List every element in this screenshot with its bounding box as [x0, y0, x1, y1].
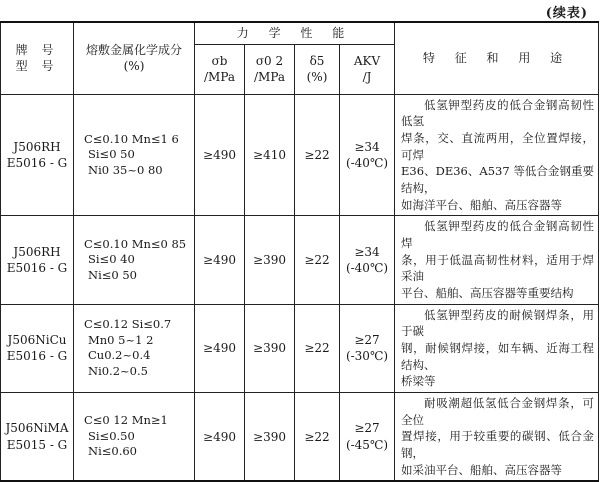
akv-cell: ≥27 (-30℃) — [340, 304, 395, 392]
welding-electrode-table — [0, 21, 599, 482]
grade-cell: J506RH E5016 - G — [1, 94, 74, 216]
use-cell: 低氢钾型药皮的耐候钢焊条，用于碳 钢，耐候钢焊接，如车辆、近海工程结构、 桥梁等 — [395, 304, 599, 392]
sigma-b-cell: ≥490 — [195, 392, 245, 481]
grade-cell: J506RH E5016 - G — [1, 216, 74, 304]
sigma-02-cell: ≥390 — [245, 392, 295, 481]
mechanical-properties-header: 力 学 性 能 — [195, 22, 395, 44]
table-row — [1, 216, 599, 304]
table-row — [1, 304, 599, 392]
sigma-02-cell: ≥410 — [245, 94, 295, 216]
delta5-cell: ≥22 — [295, 94, 340, 216]
akv-header: AKV /J — [340, 44, 395, 94]
delta5-header: δ5 (%) — [295, 44, 340, 94]
sigma-02-cell: ≥390 — [245, 304, 295, 392]
grade-cell: J506NiMA E5015 - G — [1, 392, 74, 481]
akv-cell: ≥27 (-45℃) — [340, 392, 395, 481]
delta5-cell: ≥22 — [295, 304, 340, 392]
sigma-02-header: σ0 2 /MPa — [245, 44, 295, 94]
use-cell: 低氢钾型药皮的低合金钢高韧性低氢 焊条，交、直流两用，全位置焊接，可焊 E36、DE36、A537 等低合金钢重要结构， 如海洋平台、船舶、高压容器等 — [395, 94, 599, 216]
table-row — [1, 94, 599, 216]
akv-cell: ≥34 (-40℃) — [340, 94, 395, 216]
composition-cell: C≤0 12 Mn≥1 Si≤0.50 Ni≤0.60 — [74, 392, 195, 481]
continued-label: (续表) — [545, 6, 588, 21]
features-header: 特 征 和 用 途 — [395, 22, 599, 94]
grade-header: 牌 号 型 号 — [1, 22, 74, 94]
use-cell: 耐吸潮超低氢低合金钢焊条，可全位 置焊接，用于较重要的碳钢、低合金钢， 如采油平台、船舶、高压容器等 — [395, 392, 599, 481]
delta5-cell: ≥22 — [295, 216, 340, 304]
sigma-b-cell: ≥490 — [195, 304, 245, 392]
sigma-b-cell: ≥490 — [195, 216, 245, 304]
composition-cell: C≤0.10 Mn≤1 6 Si≤0 50 Ni0 35~0 80 — [74, 94, 195, 216]
sigma-b-header: σb /MPa — [195, 44, 245, 94]
akv-cell: ≥34 (-40℃) — [340, 216, 395, 304]
composition-cell: C≤0.10 Mn≤0 85 Si≤0 40 Ni≤0 50 — [74, 216, 195, 304]
use-cell: 低氢钾型药皮的低合金钢高韧性焊 条，用于低温高韧性材料，适用于焊采油 平台、船舶、高压容器等重要结构 — [395, 216, 599, 304]
sigma-b-cell: ≥490 — [195, 94, 245, 216]
table-row — [1, 392, 599, 481]
composition-cell: C≤0.12 Si≤0.7 Mn0 5~1 2 Cu0.2~0.4 Ni0.2~0.5 — [74, 304, 195, 392]
delta5-cell: ≥22 — [295, 392, 340, 481]
composition-header: 熔敷金属化学成分 (%) — [74, 22, 195, 94]
grade-cell: J506NiCu E5016 - G — [1, 304, 74, 392]
sigma-02-cell: ≥390 — [245, 216, 295, 304]
